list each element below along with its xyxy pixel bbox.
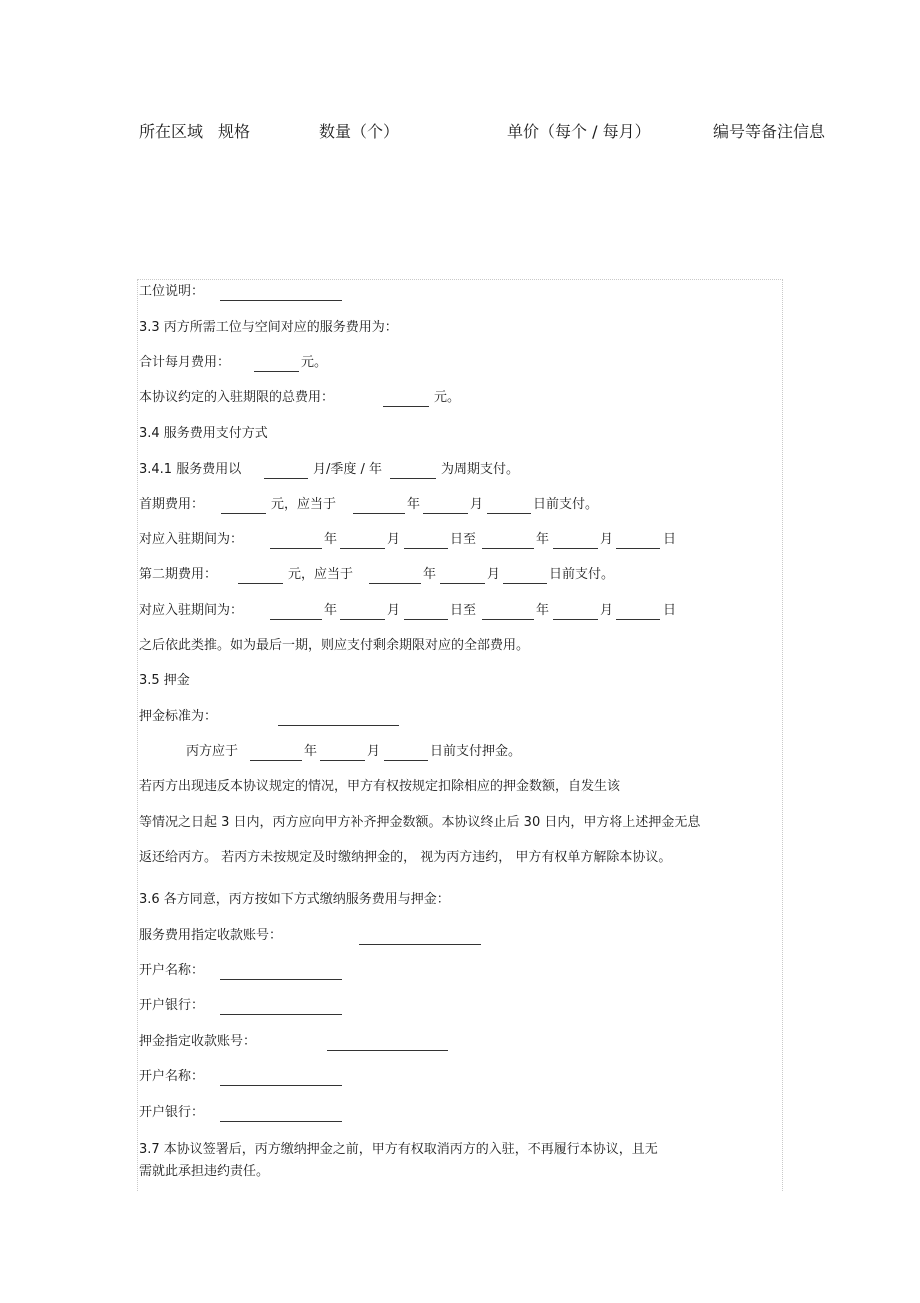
- first-fee-due-text: 元，应当于: [271, 497, 337, 512]
- service-account-name-label: 开户名称：: [139, 963, 205, 978]
- period-2-end-day-blank: [616, 619, 660, 620]
- deposit-account-name-label: 开户名称：: [139, 1069, 205, 1084]
- term-total-unit: 元。: [434, 390, 461, 405]
- second-fee-month-text: 月: [487, 567, 501, 582]
- period-2-start-month-blank: [340, 619, 385, 620]
- period-2-end-month-text: 月: [600, 603, 614, 618]
- first-fee-year-text: 年: [407, 497, 421, 512]
- period-2-end-day-text: 日: [663, 603, 677, 618]
- content-frame: [137, 279, 783, 1191]
- service-account-name-blank: [220, 979, 342, 980]
- deposit-year-text: 年: [304, 744, 318, 759]
- deposit-due-label: 丙方应于: [186, 744, 239, 759]
- term-total-blank: [383, 406, 429, 407]
- second-fee-month-blank: [440, 583, 485, 584]
- period-1-start-month-blank: [340, 548, 385, 549]
- first-fee-blank: [221, 513, 266, 514]
- period-1-end-year-blank: [482, 548, 534, 549]
- period-2-label: 对应入驻期间为：: [139, 603, 244, 618]
- period-2-start-day-blank: [404, 619, 448, 620]
- period-1-end-year-text: 年: [536, 532, 550, 547]
- deposit-year-blank: [250, 760, 302, 761]
- section-3-4-1-b: 月/季度 / 年: [313, 462, 383, 477]
- header-unit-price: 单价（每个 / 每月）: [507, 122, 651, 141]
- first-fee-label: 首期费用：: [139, 497, 205, 512]
- section-3-4: 3.4 服务费用支付方式: [139, 426, 268, 441]
- period-unit-blank: [390, 478, 436, 479]
- deposit-bank-blank: [220, 1121, 342, 1122]
- period-1-year-text: 年: [324, 532, 338, 547]
- period-1-label: 对应入驻期间为：: [139, 532, 244, 547]
- service-account-label: 服务费用指定收款账号：: [139, 928, 283, 943]
- second-fee-year-text: 年: [423, 567, 437, 582]
- second-fee-due-text: 元，应当于: [288, 567, 354, 582]
- header-remarks: 编号等备注信息: [713, 122, 826, 141]
- service-bank-blank: [220, 1014, 342, 1015]
- second-fee-year-blank: [369, 583, 421, 584]
- deposit-paragraph-line-2: 等情况之日起 3 日内，丙方应向甲方补齐押金数额。本协议终止后 30 日内，甲方将上述押金无息: [139, 815, 701, 830]
- period-1-month-text: 月: [387, 532, 401, 547]
- section-3-6: 3.6 各方同意，丙方按如下方式缴纳服务费用与押金：: [139, 892, 450, 907]
- deposit-month-blank: [320, 760, 365, 761]
- deposit-standard-label: 押金标准为：: [139, 709, 218, 724]
- monthly-total-label: 合计每月费用：: [139, 355, 231, 370]
- deposit-account-label: 押金指定收款账号：: [139, 1034, 257, 1049]
- section-3-7-line-1: 3.7 本协议签署后，丙方缴纳押金之前，甲方有权取消丙方的入驻，不再履行本协议，且无: [139, 1142, 658, 1157]
- deposit-account-blank: [327, 1050, 448, 1051]
- period-2-end-year-blank: [482, 619, 534, 620]
- workstation-desc-blank: [220, 300, 342, 301]
- deposit-standard-blank: [278, 725, 399, 726]
- monthly-total-unit: 元。: [301, 355, 328, 370]
- second-fee-day-blank: [503, 583, 547, 584]
- deposit-paragraph-line-1: 若丙方出现违反本协议规定的情况，甲方有权按规定扣除相应的押金数额，自发生该: [139, 779, 621, 794]
- deposit-day-text: 日前支付押金。: [430, 744, 522, 759]
- deposit-account-name-blank: [220, 1085, 342, 1086]
- header-region: 所在区域: [139, 122, 204, 141]
- first-fee-day-blank: [487, 513, 531, 514]
- second-fee-blank: [238, 583, 283, 584]
- service-bank-label: 开户银行：: [139, 998, 205, 1013]
- period-1-day-to-text: 日至: [450, 532, 477, 547]
- section-3-4-1-c: 为周期支付。: [441, 462, 520, 477]
- deposit-month-text: 月: [367, 744, 381, 759]
- period-2-day-to-text: 日至: [450, 603, 477, 618]
- first-fee-month-blank: [423, 513, 468, 514]
- first-fee-day-text: 日前支付。: [533, 497, 599, 512]
- deposit-bank-label: 开户银行：: [139, 1105, 205, 1120]
- period-1-end-day-blank: [616, 548, 660, 549]
- monthly-total-blank: [254, 371, 299, 372]
- period-2-month-text: 月: [387, 603, 401, 618]
- section-3-3: 3.3 丙方所需工位与空间对应的服务费用为：: [139, 320, 398, 335]
- period-1-start-day-blank: [404, 548, 448, 549]
- period-1-end-month-blank: [553, 548, 598, 549]
- deposit-day-blank: [384, 760, 428, 761]
- period-count-blank: [264, 478, 308, 479]
- deposit-paragraph-line-3: 返还给丙方。 若丙方未按规定及时缴纳押金的， 视为丙方违约， 甲方有权单方解除本协议。: [139, 850, 672, 865]
- workstation-desc-label: 工位说明：: [139, 284, 205, 299]
- service-account-blank: [359, 944, 481, 945]
- period-1-end-month-text: 月: [600, 532, 614, 547]
- period-1-start-year-blank: [270, 548, 322, 549]
- section-3-7-line-2: 需就此承担违约责任。: [139, 1164, 270, 1179]
- second-fee-day-text: 日前支付。: [549, 567, 615, 582]
- section-3-5: 3.5 押金: [139, 673, 190, 688]
- section-3-4-1-a: 3.4.1 服务费用以: [139, 462, 242, 477]
- period-2-start-year-blank: [270, 619, 322, 620]
- second-fee-label: 第二期费用：: [139, 567, 218, 582]
- period-2-end-month-blank: [553, 619, 598, 620]
- period-2-year-text: 年: [324, 603, 338, 618]
- first-fee-year-blank: [353, 513, 405, 514]
- header-quantity: 数量（个）: [319, 122, 400, 141]
- and-so-on-text: 之后依此类推。如为最后一期，则应支付剩余期限对应的全部费用。: [139, 638, 530, 653]
- first-fee-month-text: 月: [470, 497, 484, 512]
- period-2-end-year-text: 年: [536, 603, 550, 618]
- term-total-label: 本协议约定的入驻期限的总费用：: [139, 390, 335, 405]
- header-spec: 规格: [218, 122, 251, 141]
- period-1-end-day-text: 日: [663, 532, 677, 547]
